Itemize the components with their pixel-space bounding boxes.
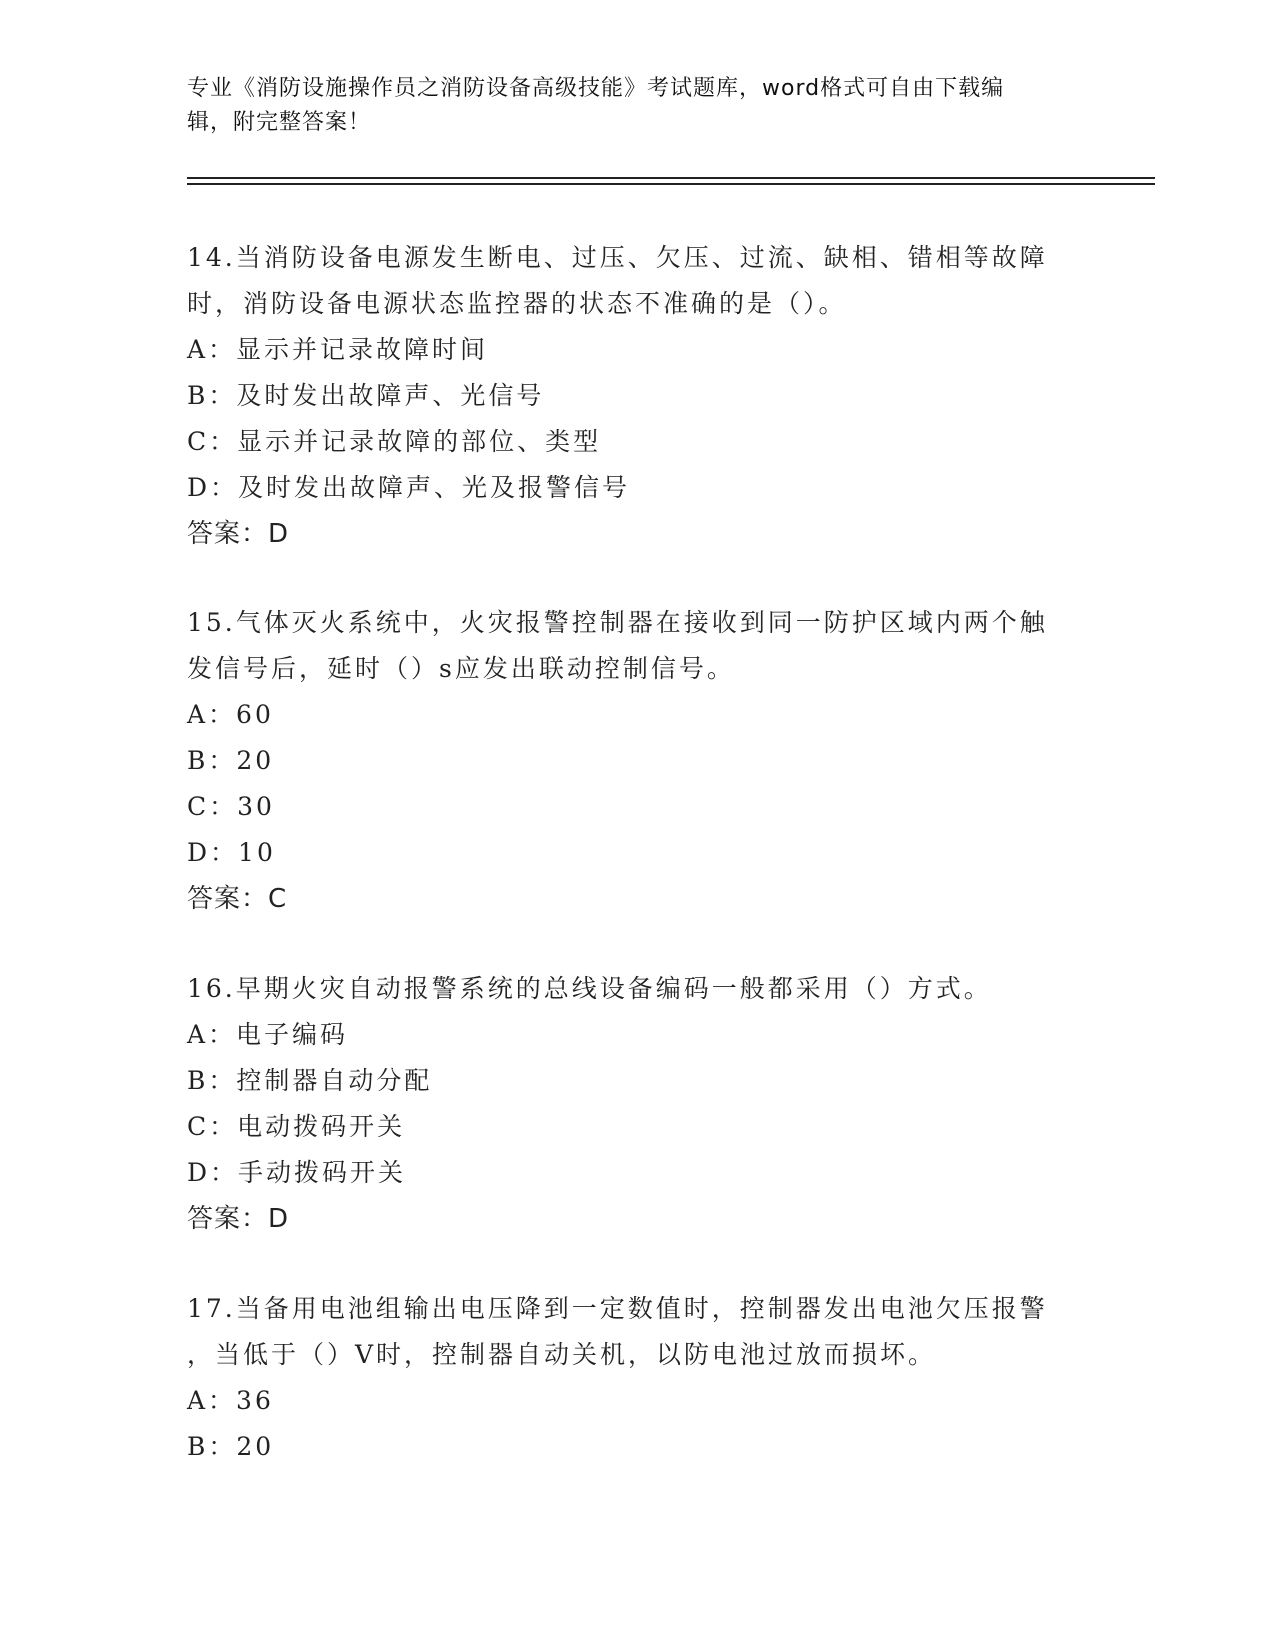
option-c: C：电动拨码开关 bbox=[187, 1112, 406, 1141]
question-stem-line: 时，消防设备电源状态监控器的状态不准确的是（）。 bbox=[187, 289, 847, 318]
option-b: B：20 bbox=[187, 1432, 275, 1461]
question-stem-line: 发信号后，延时（）s应发出联动控制信号。 bbox=[187, 654, 735, 683]
option-b: B：及时发出故障声、光信号 bbox=[187, 381, 545, 410]
option-d: D：手动拨码开关 bbox=[187, 1158, 407, 1187]
header-rule-bottom bbox=[187, 183, 1155, 185]
answer-label: 答案：D bbox=[187, 1204, 290, 1234]
option-c: C：30 bbox=[187, 792, 275, 821]
option-d: D：及时发出故障声、光及报警信号 bbox=[187, 473, 631, 502]
option-d: D：10 bbox=[187, 838, 276, 867]
option-c: C：显示并记录故障的部位、类型 bbox=[187, 427, 602, 456]
question-stem-line: 17.当备用电池组输出电压降到一定数值时，控制器发出电池欠压报警 bbox=[187, 1294, 1048, 1323]
question-stem-line: 15.气体灭火系统中，火灾报警控制器在接收到同一防护区域内两个触 bbox=[187, 608, 1048, 637]
option-b: B：控制器自动分配 bbox=[187, 1066, 433, 1095]
header-rule-top bbox=[187, 177, 1155, 179]
option-a: A：36 bbox=[187, 1386, 274, 1415]
option-b: B：20 bbox=[187, 746, 275, 775]
option-a: A：电子编码 bbox=[187, 1020, 349, 1049]
question-stem-line: 14.当消防设备电源发生断电、过压、欠压、过流、缺相、错相等故障 bbox=[187, 243, 1048, 272]
header-line-1: 专业《消防设施操作员之消防设备高级技能》考试题库，word格式可自由下载编 bbox=[187, 76, 1005, 101]
answer-label: 答案：D bbox=[187, 519, 290, 549]
option-a: A：60 bbox=[187, 700, 274, 729]
header-line-2: 辑，附完整答案！ bbox=[187, 110, 372, 135]
option-a: A：显示并记录故障时间 bbox=[187, 335, 489, 364]
answer-label: 答案：C bbox=[187, 884, 288, 914]
document-header bbox=[187, 72, 1067, 140]
question-17 bbox=[187, 1286, 1077, 1470]
question-stem-line: ，当低于（）V时，控制器自动关机，以防电池过放而损坏。 bbox=[187, 1340, 937, 1369]
question-stem-line: 16.早期火灾自动报警系统的总线设备编码一般都采用（）方式。 bbox=[187, 974, 992, 1003]
question-15 bbox=[187, 600, 1077, 922]
question-14 bbox=[187, 235, 1077, 557]
question-16 bbox=[187, 966, 1077, 1242]
